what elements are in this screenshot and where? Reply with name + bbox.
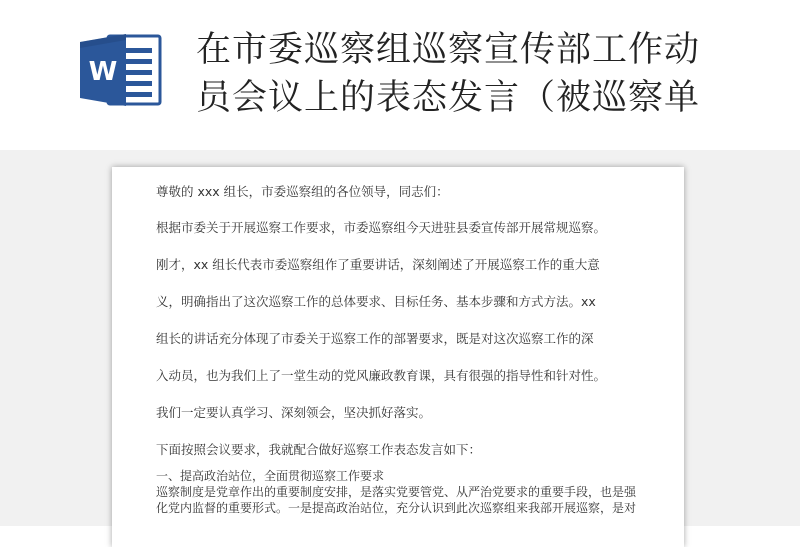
svg-text:W: W [88,57,118,87]
document-body [156,184,666,516]
section-line: 化党内监督的重要形式。一是提高政治站位，充分认识到此次巡察组来我部开展巡察，是对 [156,501,637,515]
paragraph-line: 入动员，也为我们上了一堂生动的党风廉政教育课，具有很强的指导性和针对性。 [156,368,607,383]
title-line: 员会议上的表态发言（被巡察单 [196,78,701,118]
paragraph-line: 刚才，xx 组长代表市委巡察组作了重要讲话，深刻阐述了开展巡察工作的重大意 [156,257,600,272]
paragraph-line: 组长的讲话充分体现了市委关于巡察工作的部署要求，既是对这次巡察工作的深 [156,331,594,346]
paragraph-line: 我们一定要认真学习、深刻领会，坚决抓好落实。 [156,405,432,420]
greeting: 尊敬的 xxx 组长，市委巡察组的各位领导，同志们： [156,184,449,199]
document-page[interactable] [112,167,684,547]
paragraph-line: 义，明确指出了这次巡察工作的总体要求、目标任务、基本步骤和方式方法。xx [156,294,596,309]
title-line: 在市委巡察组巡察宣传部工作动 [196,30,701,70]
section-heading: 一、提高政治站位，全面贯彻巡察工作要求 [156,469,385,483]
document-title [196,26,796,122]
header [0,0,800,150]
paragraph-line: 根据市委关于开展巡察工作要求，市委巡察组今天进驻县委宣传部开展常规巡察。 [156,220,607,235]
section-line: 巡察制度是党章作出的重要制度安排，是落实党要管党、从严治党要求的重要手段，也是强 [156,485,637,499]
paragraph-line: 下面按照会议要求，我就配合做好巡察工作表态发言如下： [156,442,482,457]
word-document-icon [78,30,164,110]
